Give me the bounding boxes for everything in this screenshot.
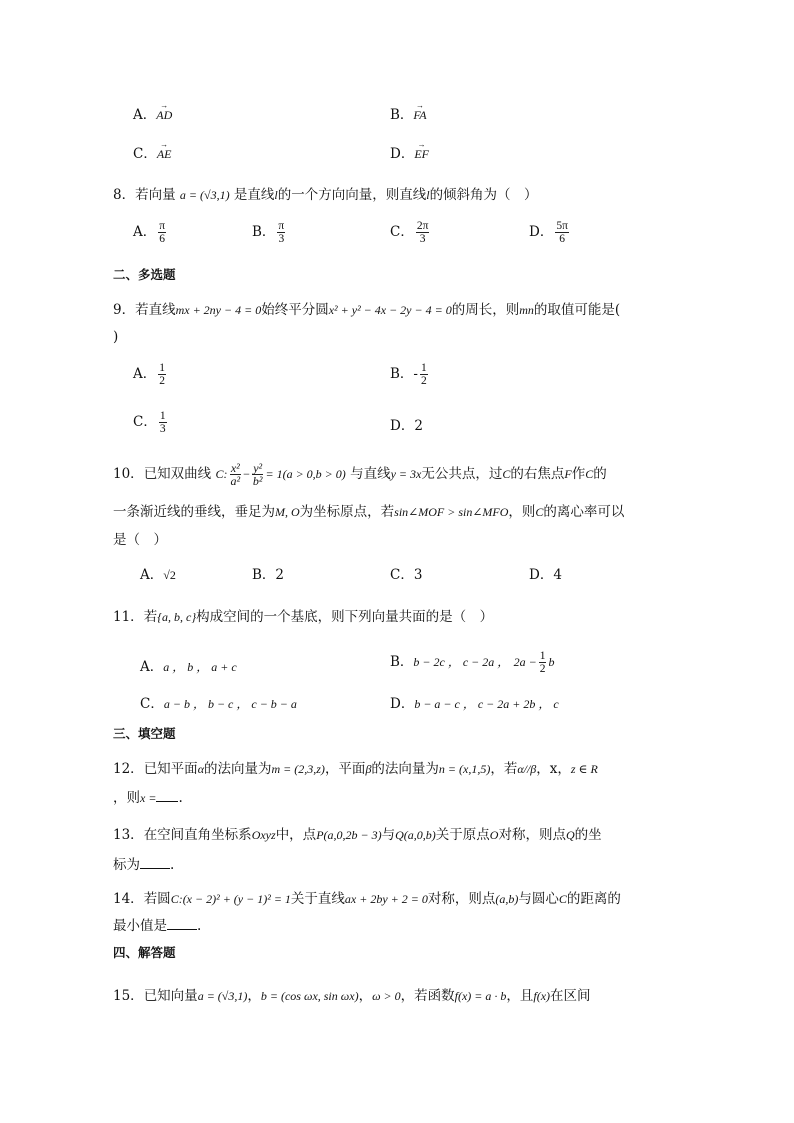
- q11-option-a[interactable]: [140, 658, 237, 676]
- q10-stem-line2: [113, 503, 624, 521]
- q7-option-d[interactable]: [390, 145, 429, 163]
- stem-text: 与圆心: [518, 891, 559, 907]
- stem-text: ，且: [506, 988, 534, 1004]
- stem-text: 作: [571, 466, 586, 482]
- option-label: C．: [390, 567, 414, 583]
- stem-text: 的距离的: [566, 891, 621, 907]
- denominator: 6: [159, 233, 166, 245]
- coordinate-system: Oxyz: [251, 828, 276, 842]
- fraction: [277, 220, 285, 245]
- line-equation: y = 3x: [390, 467, 422, 481]
- question-number: 9．: [113, 302, 136, 318]
- denominator: b²: [252, 474, 263, 488]
- stem-text: 已知双曲线: [143, 466, 212, 482]
- q12-stem: [113, 760, 598, 778]
- answer-prefix: x =: [140, 791, 157, 805]
- option-label: A．: [140, 567, 164, 583]
- question-number: 11．: [113, 609, 144, 625]
- denominator: 2: [420, 375, 427, 387]
- option-label: D．: [529, 567, 554, 583]
- circle-equation: C:(x − 2)² + (y − 1)² = 1: [170, 892, 291, 906]
- q7-option-b[interactable]: [390, 106, 427, 124]
- stem-text: 若向量: [135, 187, 176, 203]
- question-number: 15．: [113, 988, 144, 1004]
- condition: = 1(a > 0,b > 0): [265, 467, 346, 481]
- option-expr: a ， b ， a + c: [163, 660, 237, 674]
- numerator: π: [159, 220, 166, 232]
- q11-option-d[interactable]: [390, 695, 559, 713]
- option-expr-tail: 2a −: [513, 655, 537, 669]
- inequality: sin∠MOF > sin∠MFO: [394, 505, 509, 519]
- stem-text: .: [197, 918, 202, 934]
- numerator: π: [278, 220, 285, 232]
- q9-option-b[interactable]: [390, 362, 430, 387]
- fraction: [416, 220, 430, 245]
- numerator: x²: [230, 461, 240, 475]
- vector-expr: a = (√3,1): [197, 989, 248, 1003]
- stem-text: ，则: [113, 790, 140, 806]
- fraction: [252, 462, 264, 487]
- point-q: Q(a,0,b): [395, 828, 436, 842]
- fraction: [159, 410, 167, 435]
- option-label: D．: [390, 146, 415, 162]
- q9-stem: [113, 301, 620, 319]
- stem-text: 一条渐近线的垂线，垂足为: [113, 504, 275, 520]
- q10-option-d[interactable]: [529, 566, 562, 584]
- denominator: 2: [159, 375, 165, 387]
- point-p: P(a,0,2b − 3): [316, 828, 382, 842]
- stem-text: ，x，: [536, 761, 571, 777]
- basis-set: {a, b, c}: [157, 610, 197, 624]
- option-value: √2: [163, 568, 176, 582]
- variable: Q: [565, 828, 575, 842]
- option-label: D．: [529, 224, 554, 240]
- stem-text: 是直线: [233, 187, 275, 203]
- q9-option-a[interactable]: [133, 362, 168, 387]
- denominator: 3: [419, 233, 426, 245]
- variable: α: [197, 762, 204, 776]
- q9-stem-cont: ): [113, 329, 119, 345]
- stem-text: 最小值是: [113, 918, 167, 934]
- q14-stem: [113, 890, 621, 908]
- variable: C: [585, 467, 594, 481]
- option-expr-tail: b: [548, 655, 555, 669]
- circle-equation: x² + y² − 4x − 2y − 4 = 0: [328, 303, 452, 317]
- option-expr: b − a − c ， c − 2a + 2b ， c: [414, 697, 559, 711]
- stem-text: ，: [247, 988, 261, 1004]
- stem-text: 的周长，则: [451, 302, 520, 318]
- stem-text: 构成空间的一个基底，则下列向量共面的是（ ）: [196, 609, 494, 625]
- stem-text: 的一个方向向量，则直线: [277, 187, 427, 203]
- q12-stem-line2: [113, 789, 183, 807]
- q11-stem: [113, 608, 493, 626]
- q11-option-b[interactable]: [390, 650, 554, 675]
- vector-a-expr: a = (√3,1): [179, 188, 230, 202]
- option-label: C．: [133, 146, 157, 162]
- stem-text: 的倾斜角为（ ）: [429, 187, 538, 203]
- fraction: [229, 462, 241, 487]
- stem-text: 在空间直角坐标系: [143, 827, 252, 843]
- vector-expr: m = (2,3,z): [271, 762, 325, 776]
- variable: F: [564, 467, 572, 481]
- variable: C: [535, 505, 544, 519]
- stem-text: 与直线: [350, 466, 391, 482]
- q8-option-d[interactable]: [529, 220, 571, 245]
- q8-stem: [113, 186, 538, 204]
- variable: mn: [519, 303, 534, 317]
- numerator: y²: [253, 461, 263, 475]
- option-label: C．: [133, 414, 157, 430]
- option-label: B．: [390, 654, 414, 670]
- stem-text: 中，点: [275, 827, 317, 843]
- vector-expr: → EF: [414, 145, 429, 163]
- section-heading: 四、解答题: [113, 945, 176, 960]
- section-heading: 三、填空题: [113, 726, 176, 741]
- q8-option-c[interactable]: [390, 220, 431, 245]
- numerator: 5π: [556, 220, 568, 232]
- condition: z ∈ R: [570, 762, 598, 776]
- stem-text: 始终平分圆: [261, 302, 329, 318]
- sign: -: [413, 366, 418, 382]
- variable: C: [558, 892, 567, 906]
- stem-text: ，: [358, 988, 373, 1004]
- option-label: C．: [140, 696, 164, 712]
- q7-option-a[interactable]: [133, 106, 172, 124]
- q10-stem: 10．已知双曲线 C: $\frac{\text{x²}}{\text{a²}}$ − $\frac{\text{y²}}{\text{b²}}$ = 1(a > 0,b > 0) 与直线y = 3x无公共点，过C的右焦点F作C的: [113, 461, 607, 488]
- denominator: 3: [159, 423, 166, 435]
- stem-text: .: [170, 857, 175, 873]
- stem-text: 的: [593, 466, 607, 482]
- q15-stem: [113, 987, 591, 1005]
- option-label: B．: [390, 366, 414, 382]
- answer-blank[interactable]: [140, 856, 170, 869]
- stem-text: 关于原点: [435, 827, 490, 843]
- q10-stem-line3: 是（ ）: [113, 532, 167, 548]
- stem-text: 的离心率可以: [543, 504, 625, 520]
- line-var: l: [274, 188, 278, 202]
- stem-text: 若圆: [143, 891, 171, 907]
- denominator: 6: [559, 233, 565, 245]
- fraction: [420, 362, 428, 387]
- answer-blank[interactable]: [167, 917, 197, 930]
- option-label: A．: [133, 224, 157, 240]
- condition: α//β: [517, 762, 537, 776]
- stem-text: 若: [143, 609, 158, 625]
- question-number: 14．: [113, 891, 144, 907]
- stem-text: 关于直线: [290, 891, 345, 907]
- variable: O: [489, 828, 499, 842]
- question-number: 13．: [113, 827, 144, 843]
- q13-stem: [113, 826, 602, 844]
- numerator: 1: [159, 362, 165, 374]
- stem-text: 与: [381, 827, 396, 843]
- stem-text: ，若函数: [400, 988, 455, 1004]
- stem-text: 的取值可能是(: [533, 302, 621, 318]
- option-label: D．: [390, 696, 415, 712]
- option-label: B．: [252, 567, 276, 583]
- numerator: 2π: [416, 220, 429, 232]
- q10-option-b[interactable]: [252, 566, 284, 584]
- option-expr: a − b ， b − c ， c − b − a: [163, 697, 297, 711]
- option-value: 2: [414, 418, 423, 434]
- denominator: a²: [230, 474, 241, 488]
- question-number: 12．: [113, 761, 144, 777]
- stem-text: 对称，则点: [498, 827, 566, 843]
- stem-text: ，平面: [324, 761, 366, 777]
- q13-stem-line2: [113, 856, 174, 874]
- option-value: 4: [553, 567, 562, 583]
- q14-stem-line2: [113, 917, 201, 935]
- vector-expr: → FA: [413, 106, 426, 124]
- stem-text: 无公共点，过: [421, 466, 503, 482]
- fraction: [539, 650, 547, 675]
- vector-expr: n = (x,1,5): [438, 762, 491, 776]
- stem-text: 为坐标原点，若: [299, 504, 395, 520]
- stem-text: ，则: [508, 504, 536, 520]
- question-number: 10．: [113, 466, 144, 482]
- denominator: 3: [278, 233, 285, 245]
- function-def: f(x) = a · b: [454, 989, 507, 1003]
- stem-text: 的法向量为: [371, 761, 439, 777]
- option-value: 2: [275, 567, 285, 583]
- stem-text: 的坐: [574, 827, 602, 843]
- stem-text: 对称，则点: [427, 891, 496, 907]
- line-equation: mx + 2ny − 4 = 0: [175, 303, 262, 317]
- function: f(x): [533, 989, 551, 1003]
- option-label: A．: [133, 366, 157, 382]
- stem-text: 若直线: [135, 302, 176, 318]
- answer-blank[interactable]: [156, 789, 178, 802]
- stem-text: 标为: [113, 857, 140, 873]
- vector-expr: b = (cos ωx, sin ωx): [260, 989, 359, 1003]
- q9-option-d[interactable]: [390, 417, 423, 435]
- option-label: B．: [390, 107, 414, 123]
- q9-option-c[interactable]: [133, 410, 169, 435]
- section-heading: 二、多选题: [113, 267, 176, 282]
- q11-option-c[interactable]: [140, 695, 297, 713]
- denominator: 2: [539, 663, 546, 675]
- option-label: C．: [390, 224, 414, 240]
- variables: M, O: [275, 505, 300, 519]
- stem-text: 的法向量为: [204, 761, 272, 777]
- question-number: 8．: [113, 187, 136, 203]
- stem-text: 在区间: [550, 988, 591, 1004]
- numerator: 1: [539, 650, 546, 662]
- line-var: l: [426, 188, 430, 202]
- fraction: [158, 362, 166, 387]
- point: (a,b): [495, 892, 519, 906]
- q7-option-c[interactable]: [133, 145, 172, 163]
- stem-text: 已知平面: [143, 761, 198, 777]
- variable: C: [502, 467, 511, 481]
- q8-option-a[interactable]: [133, 220, 168, 245]
- numerator: 1: [159, 410, 166, 422]
- stem-text: ，若: [490, 761, 518, 777]
- q10-option-c[interactable]: [390, 566, 422, 584]
- condition: ω > 0: [372, 989, 401, 1003]
- option-value: 3: [413, 567, 423, 583]
- option-label: A．: [140, 659, 164, 675]
- q10-option-a[interactable]: [140, 566, 176, 584]
- vector-expr: → AD: [156, 106, 172, 124]
- option-label: B．: [252, 224, 276, 240]
- numerator: 1: [420, 362, 427, 374]
- q8-option-b[interactable]: [252, 220, 287, 245]
- option-label: D．: [390, 418, 415, 434]
- curve-name: C:: [215, 467, 228, 481]
- stem-text: 已知向量: [143, 988, 198, 1004]
- fraction: [158, 220, 166, 245]
- stem-text: 的右焦点: [510, 466, 565, 482]
- vector-expr: → AE: [157, 145, 172, 163]
- variable: β: [365, 762, 372, 776]
- option-label: A．: [133, 107, 157, 123]
- fraction: [555, 220, 569, 245]
- option-expr: b − 2c ， c − 2a ，: [413, 655, 510, 669]
- line-equation: ax + 2by + 2 = 0: [344, 892, 428, 906]
- stem-text: .: [178, 790, 183, 806]
